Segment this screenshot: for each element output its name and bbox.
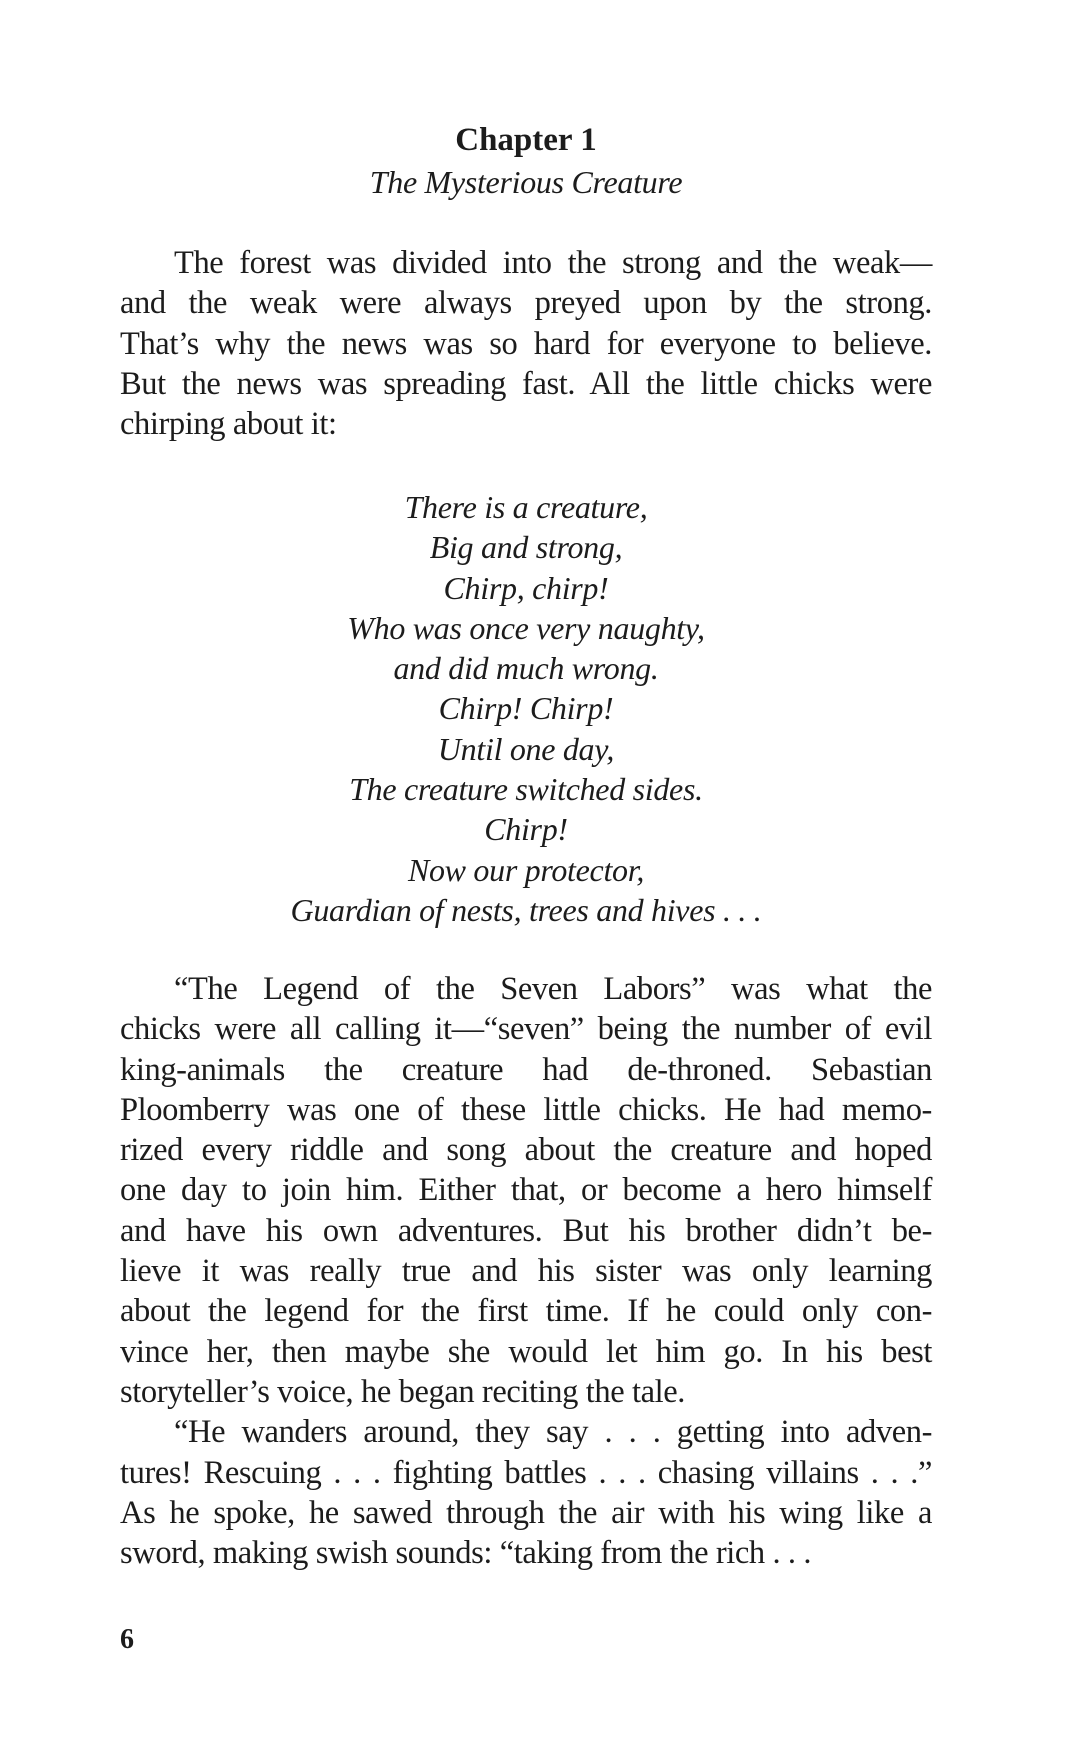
poem-line: Chirp! xyxy=(484,811,568,848)
text-line: storyteller’s voice, he began reciting the tale. xyxy=(120,1373,685,1410)
poem-line: Big and strong, xyxy=(429,529,623,566)
text-line: lieve it was really true and his sister was only learning xyxy=(120,1253,932,1290)
paragraph-legend xyxy=(120,969,932,1412)
text-line: sword, making swish sounds: “taking from the rich . . . xyxy=(120,1535,812,1572)
text-line: chirping about it: xyxy=(120,406,337,443)
chapter-number: Chapter 1 xyxy=(455,122,597,158)
text-line: king-animals the creature had de-throned. Sebastian xyxy=(120,1051,932,1088)
text-line: Ploomberry was one of these little chicks. He had memo- xyxy=(120,1091,932,1128)
poem-line: There is a creature, xyxy=(404,489,648,525)
poem-line: Chirp! Chirp! xyxy=(438,690,614,727)
text-line: vince her, then maybe she would let him go. In his best xyxy=(120,1333,932,1370)
poem-line: Guardian of nests, trees and hives . . . xyxy=(290,891,762,928)
text-line: rized every riddle and song about the creature and hoped xyxy=(120,1132,932,1169)
poem-line: The creature switched sides. xyxy=(349,771,703,808)
body-text xyxy=(120,969,932,1573)
text-line: “The Legend of the Seven Labors” was what the xyxy=(174,971,932,1007)
chapter-title: The Mysterious Creature xyxy=(369,164,683,200)
poem-line: and did much wrong. xyxy=(393,650,659,687)
poem-line: Who was once very naughty, xyxy=(347,609,705,646)
text-line: and the weak were always preyed upon by the strong. xyxy=(120,285,932,322)
text-line: As he spoke, he sawed through the air with his wing like a xyxy=(120,1494,932,1531)
paragraph-text xyxy=(120,243,932,444)
text-line: about the legend for the first time. If he could only con- xyxy=(120,1293,932,1330)
text-line: The forest was divided into the strong and the weak— xyxy=(174,245,932,281)
poem-line: Now our protector, xyxy=(407,851,645,888)
text-line: That’s why the news was so hard for everyone to believe. xyxy=(120,325,932,362)
opening-paragraph xyxy=(120,243,932,444)
text-line: But the news was spreading fast. All the little chicks were xyxy=(120,365,932,402)
page-number: 6 xyxy=(120,1624,134,1655)
text-line: “He wanders around, they say . . . getting into adven- xyxy=(174,1414,932,1451)
poem xyxy=(120,487,932,930)
text-line: tures! Rescuing . . . fighting battles . . . chasing villains . . .” xyxy=(120,1454,932,1491)
text-line: chicks were all calling it—“seven” being the number of evil xyxy=(120,1011,932,1048)
paragraph-wanders xyxy=(120,1412,932,1573)
text-line: and have his own adventures. But his brother didn’t be- xyxy=(120,1212,932,1249)
text-line: one day to join him. Either that, or become a hero himself xyxy=(120,1172,932,1209)
poem-line: Until one day, xyxy=(437,730,615,767)
poem-line: Chirp, chirp! xyxy=(443,569,609,606)
